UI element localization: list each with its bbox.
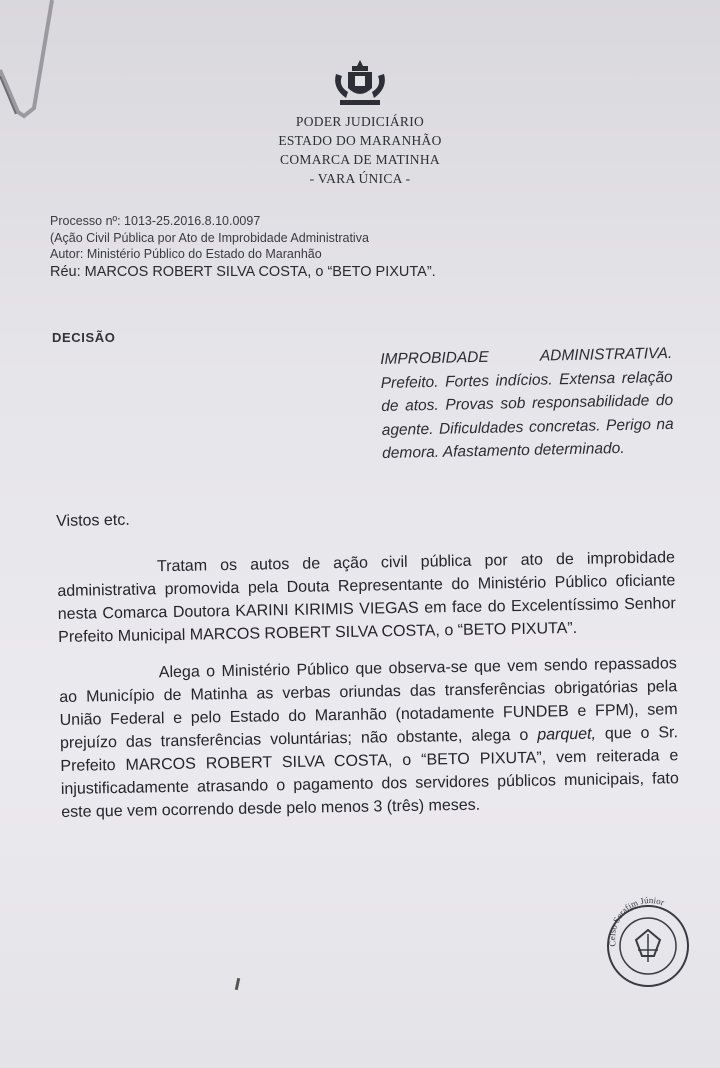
- vistos-line: Vistos etc.: [56, 511, 130, 530]
- paragraph-2-part-b: que o Sr. Prefeito MARCOS ROBERT SILVA COSTA, o “BETO PIXUTA”, vem reiterada e injustificadamente atrasando o pagamento dos servidores públicos municipais, fato este que vem ocorrendo desde pelo menos 3 (três) meses.: [60, 724, 679, 821]
- seal-text: Celso Serafim Júnior: [607, 895, 666, 948]
- plaintiff: Autor: Ministério Público do Estado do Maranhão: [50, 247, 322, 261]
- process-info: [50, 213, 550, 282]
- paragraph-2-part-a: Alega o Ministério Público que observa-se que vem sendo repassados ao Município de Matinha as verbas oriundas das transferências obrigatórias pela União Federal e pelo Estado do Maranhão (notadamente FUNDEB e FPM), sem prejuízo das transferências voluntárias; não obstante, alega o: [59, 655, 678, 752]
- rubber-stamp-seal: [598, 890, 698, 990]
- header-line-4: - VARA ÚNICA -: [309, 171, 411, 186]
- process-number: Processo nº: 1013-25.2016.8.10.0097: [50, 214, 261, 228]
- ementa-summary: IMPROBIDADE ADMINISTRATIVA. Prefeito. Fortes indícios. Extensa relação de atos. Provas sob responsabilidade do agente. Dificuldades concretas. Perigo na demora. Afastamento determinado.: [380, 344, 674, 462]
- parquet-term: parquet,: [537, 725, 597, 744]
- court-header: [230, 58, 490, 188]
- paper-clip-icon: [0, 0, 70, 130]
- header-line-1: PODER JUDICIÁRIO: [295, 114, 425, 129]
- action-type: (Ação Civil Pública por Ato de Improbidade Administrativa: [50, 230, 369, 245]
- defendant: Réu: MARCOS ROBERT SILVA COSTA, o “BETO PIXUTA”.: [50, 263, 436, 280]
- paragraph-1: Tratam os autos de ação civil pública por ato de improbidade administrativa promovida pela Douta Representante do Ministério Público oficiante nesta Comarca Doutora KARINI KIRIMIS VIEGAS em face do Excelentíssimo Senhor Prefeito Municipal MARCOS ROBERT SILVA COSTA, o “BETO PIXUTA”.: [57, 549, 676, 646]
- pen-mark: [235, 978, 240, 990]
- coat-of-arms-icon: [330, 58, 390, 108]
- paragraph-2: [59, 652, 680, 824]
- section-title: DECISÃO: [52, 330, 116, 345]
- decision-body: [56, 499, 679, 824]
- header-line-3: COMARCA DE MATINHA: [280, 152, 440, 167]
- header-line-2: ESTADO DO MARANHÃO: [278, 133, 442, 148]
